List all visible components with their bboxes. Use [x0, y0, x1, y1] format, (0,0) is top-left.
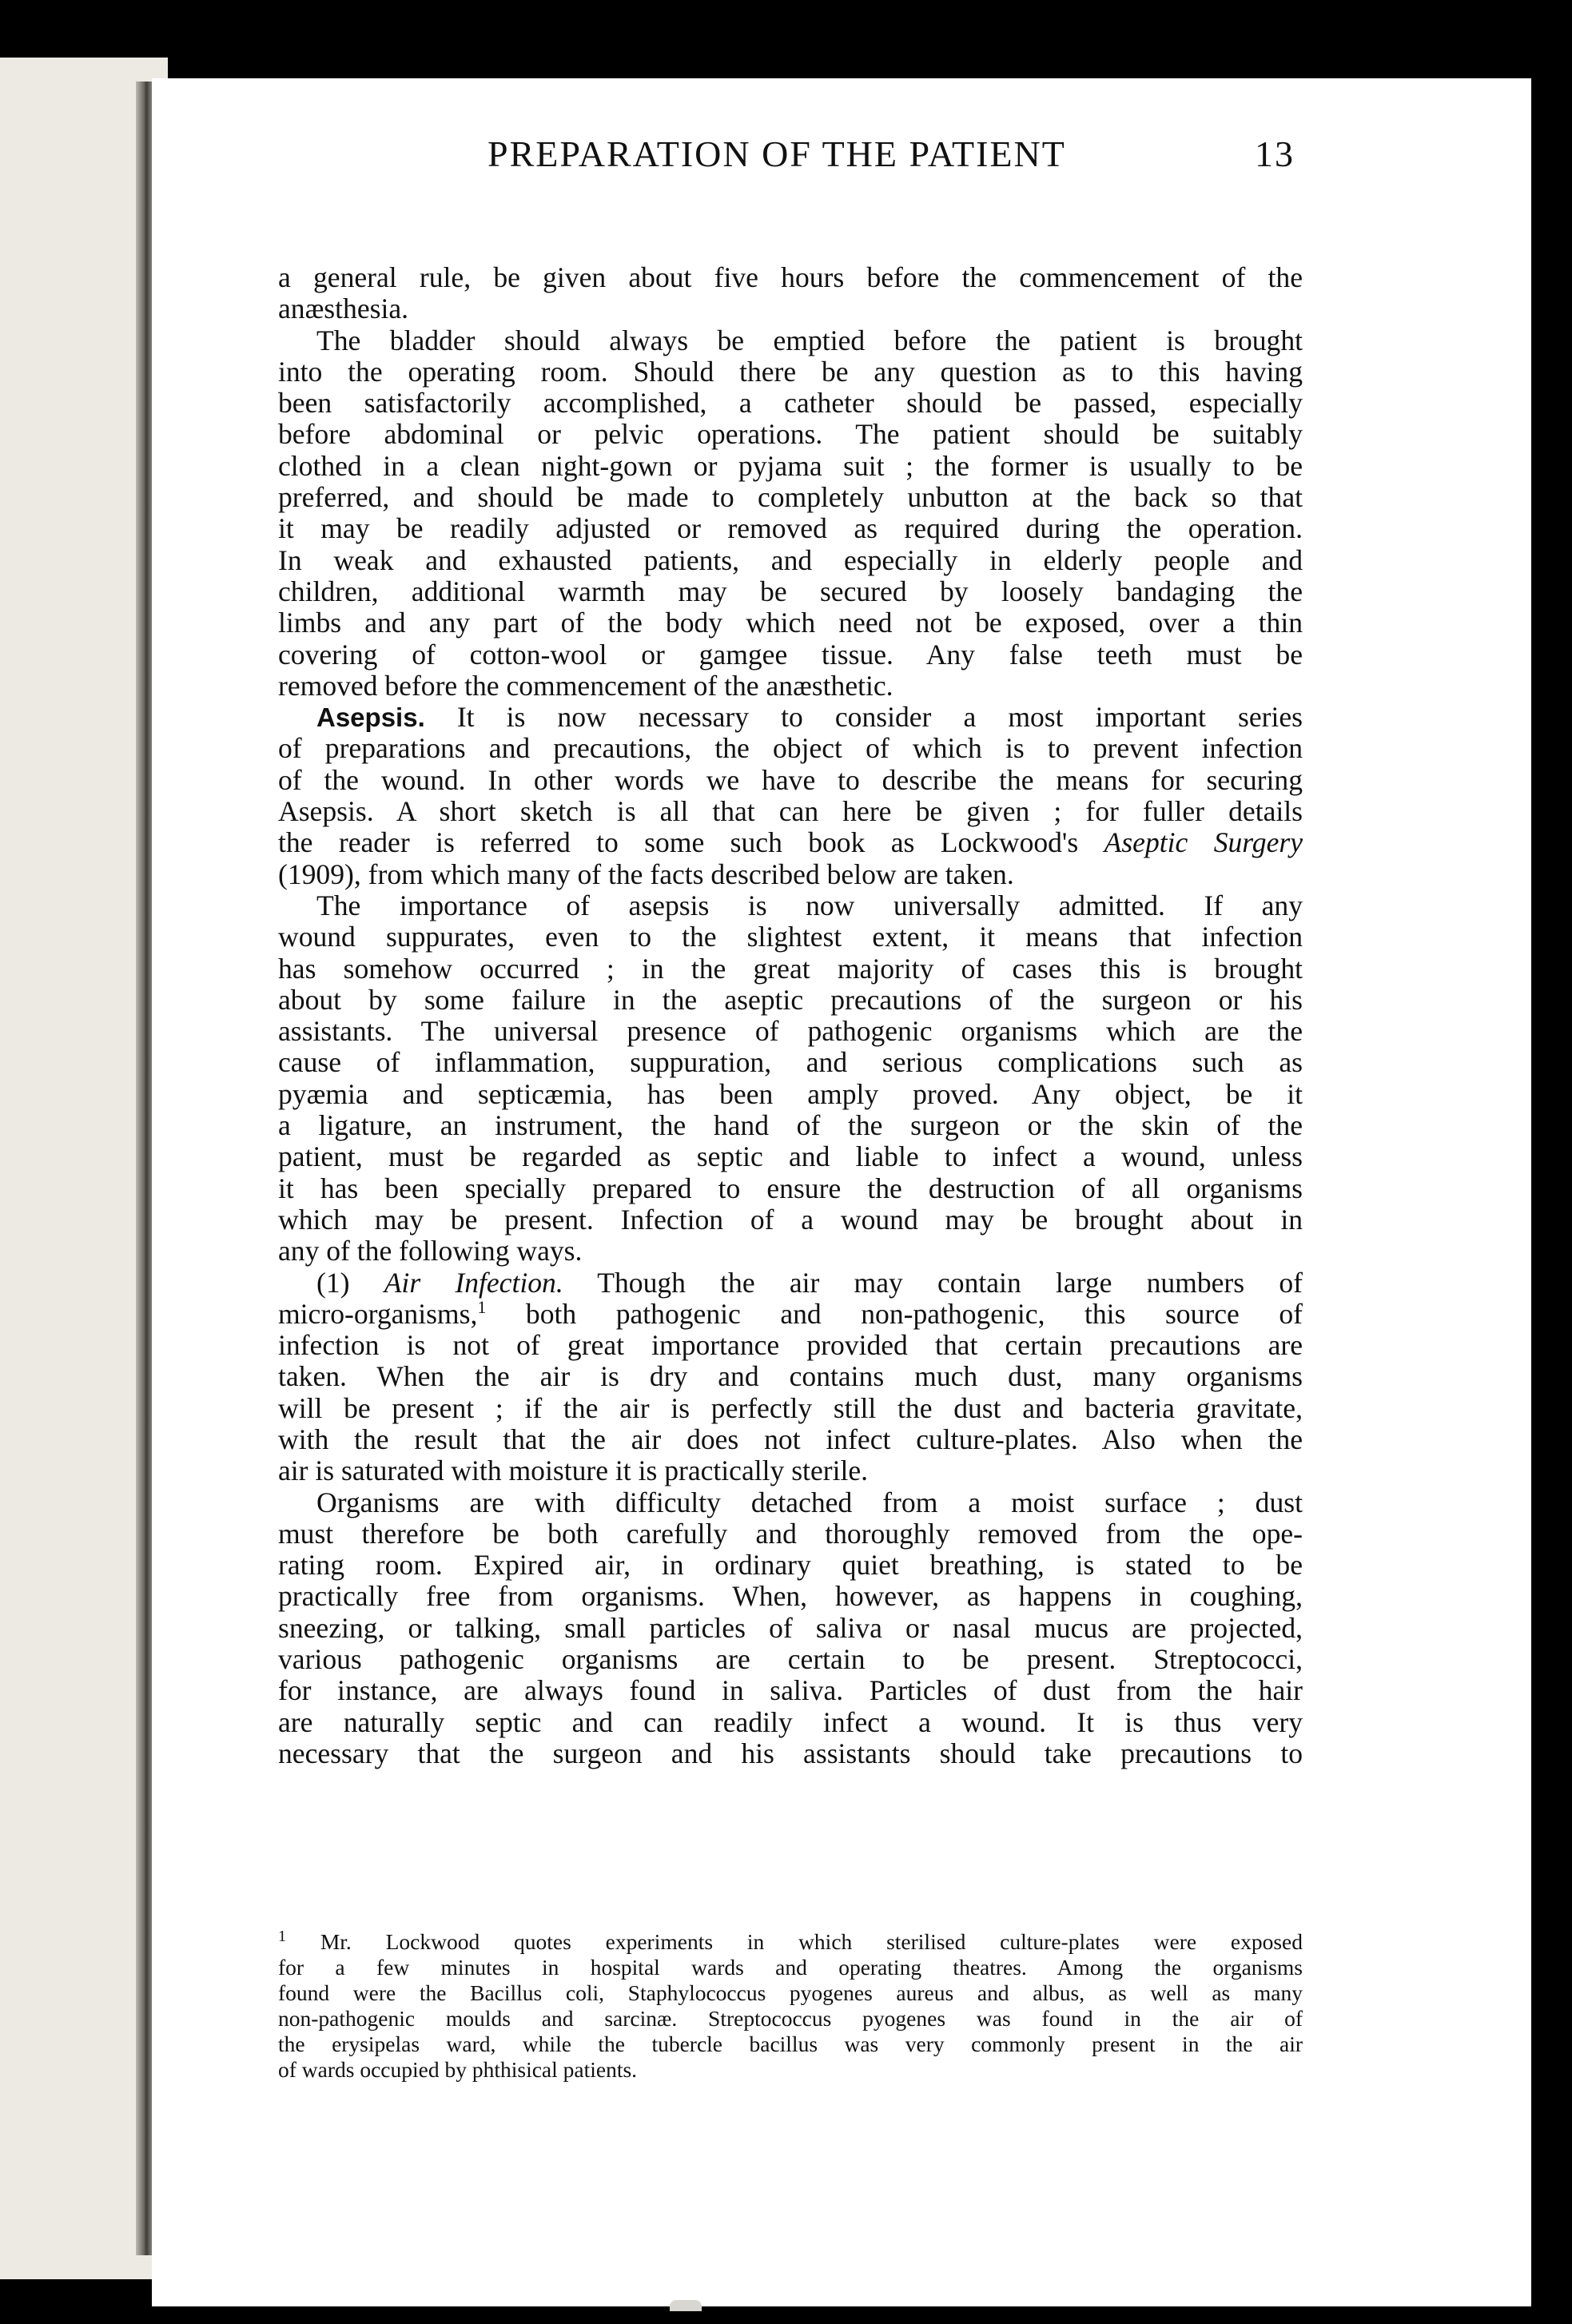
footnote-line: for a few minutes in hospital wards and operating theatres. Among the organisms	[278, 1955, 1303, 1980]
body-text	[278, 262, 1303, 1769]
text-line: Asepsis. It is now necessary to consider a most important series	[316, 701, 1303, 734]
text-line: patient, must be regarded as septic and liable to infect a wound, unless	[278, 1140, 1303, 1173]
text-line: must therefore be both carefully and thoroughly removed from the ope-	[278, 1517, 1303, 1550]
text-line: it may be readily adjusted or removed as required during the operation.	[278, 512, 1303, 545]
text-line: limbs and any part of the body which need not be exposed, over a thin	[278, 607, 1303, 639]
text-line: infection is not of great importance provided that certain precautions are	[278, 1329, 1303, 1362]
text-line: into the operating room. Should there be any question as to this having	[278, 355, 1303, 388]
text-line: necessary that the surgeon and his assistants should take precautions to	[278, 1737, 1303, 1769]
section-heading-asepsis: Asepsis.	[316, 702, 425, 733]
text-line: taken. When the air is dry and contains much dust, many organisms	[278, 1360, 1303, 1393]
text-line: assistants. The universal presence of pathogenic organisms which are the	[278, 1015, 1303, 1048]
footnote-line: non-pathogenic moulds and sarcinæ. Streptococcus pyogenes was found in the air of	[278, 2006, 1303, 2031]
footnote-ref: 1	[477, 1296, 487, 1317]
text-line: (1909), from which many of the facts described below are taken.	[278, 858, 1014, 890]
text-line: it has been specially prepared to ensure the destruction of all organisms	[278, 1172, 1303, 1204]
text-line: The bladder should always be emptied before the patient is brought	[316, 324, 1303, 356]
text-line: sneezing, or talking, small particles of saliva or nasal mucus are projected,	[278, 1611, 1303, 1644]
text-line: wound suppurates, even to the slightest extent, it means that infection	[278, 921, 1303, 953]
footnote-mark: 1	[278, 1927, 286, 1945]
text-line: air is saturated with moisture it is practically sterile.	[278, 1454, 869, 1487]
text-line: for instance, are always found in saliva. Particles of dust from the hair	[278, 1674, 1303, 1707]
text-line: Organisms are with difficulty detached from a moist surface ; dust	[316, 1486, 1303, 1518]
footnote-line: $^1$ Mr. Lockwood quotes experiments in which sterilised culture-plates were exposed	[278, 1927, 1303, 1954]
text-line: about by some failure in the aseptic precautions of the surgeon or his	[278, 983, 1303, 1016]
text-line: of the wound. In other words we have to describe the means for securing	[278, 763, 1303, 796]
text-line: pyæmia and septicæmia, has been amply proved. Any object, be it	[278, 1077, 1303, 1110]
facing-page-edge	[0, 58, 168, 2279]
text-line: rating room. Expired air, in ordinary quiet breathing, is stated to be	[278, 1549, 1303, 1582]
text-line: anæsthesia.	[278, 292, 409, 325]
text-line: the reader is referred to some such book as Lockwood's Aseptic Surgery	[278, 826, 1303, 859]
text-line: The importance of asepsis is now universally admitted. If any	[316, 889, 1303, 921]
text-line: will be present ; if the air is perfectly still the dust and bacteria gravitate,	[278, 1391, 1303, 1424]
page-number: 13	[1255, 133, 1295, 174]
text-line: removed before the commencement of the anæsthetic.	[278, 669, 893, 702]
text-line: of preparations and precautions, the object of which is to prevent infection	[278, 732, 1303, 765]
text-line: a ligature, an instrument, the hand of the surgeon or the skin of the	[278, 1109, 1303, 1142]
text-line: preferred, and should be made to completely unbutton at the back so that	[278, 481, 1303, 514]
text-line: children, additional warmth may be secured by loosely bandaging the	[278, 575, 1303, 607]
text-line: any of the following ways.	[278, 1235, 583, 1267]
text-line: are naturally septic and can readily infect a wound. It is thus very	[278, 1705, 1303, 1738]
footnote-line: found were the Bacillus coli, Staphylococcus pyogenes aureus and albus, as well as many	[278, 1980, 1303, 2005]
footnote	[278, 1929, 1303, 2083]
text-line: which may be present. Infection of a wound may be brought about in	[278, 1203, 1303, 1236]
text-line: micro-organisms,$^1$ both pathogenic and non-pathogenic, this source of	[278, 1296, 1303, 1330]
text-line: with the result that the air does not infect culture-plates. Also when the	[278, 1423, 1303, 1455]
text-line: before abdominal or pelvic operations. The patient should be suitably	[278, 418, 1303, 451]
text-line: cause of inflammation, suppuration, and serious complications such as	[278, 1046, 1303, 1079]
footnote-line: of wards occupied by phthisical patients.	[278, 2057, 638, 2082]
text-line: practically free from organisms. When, however, as happens in coughing,	[278, 1580, 1303, 1613]
text-line: been satisfactorily accomplished, a catheter should be passed, especially	[278, 387, 1303, 420]
text-line: (1) Air Infection. Though the air may contain large numbers of	[316, 1266, 1303, 1299]
text-line: various pathogenic organisms are certain to be present. Streptococci,	[278, 1643, 1303, 1676]
footnote-line: the erysipelas ward, while the tubercle bacillus was very commonly present in the air	[278, 2032, 1303, 2056]
book-gutter	[136, 82, 153, 2255]
text-line: Asepsis. A short sketch is all that can here be given ; for fuller details	[278, 795, 1303, 828]
text-line: a general rule, be given about five hours before the commencement of the	[278, 261, 1303, 293]
text-line: clothed in a clean night-gown or pyjama suit ; the former is usually to be	[278, 449, 1303, 482]
page-header	[336, 133, 1295, 177]
subsection-air-infection: Air Infection.	[384, 1266, 563, 1299]
book-title: Aseptic Surgery	[1104, 826, 1303, 859]
text-line: has somehow occurred ; in the great majority of cases this is brought	[278, 952, 1303, 985]
text-line: In weak and exhausted patients, and especially in elderly people and	[278, 543, 1303, 576]
scan-artifact	[670, 2300, 702, 2311]
text-line: covering of cotton-wool or gamgee tissue. Any false teeth must be	[278, 638, 1303, 671]
running-title: PREPARATION OF THE PATIENT	[488, 133, 1066, 174]
